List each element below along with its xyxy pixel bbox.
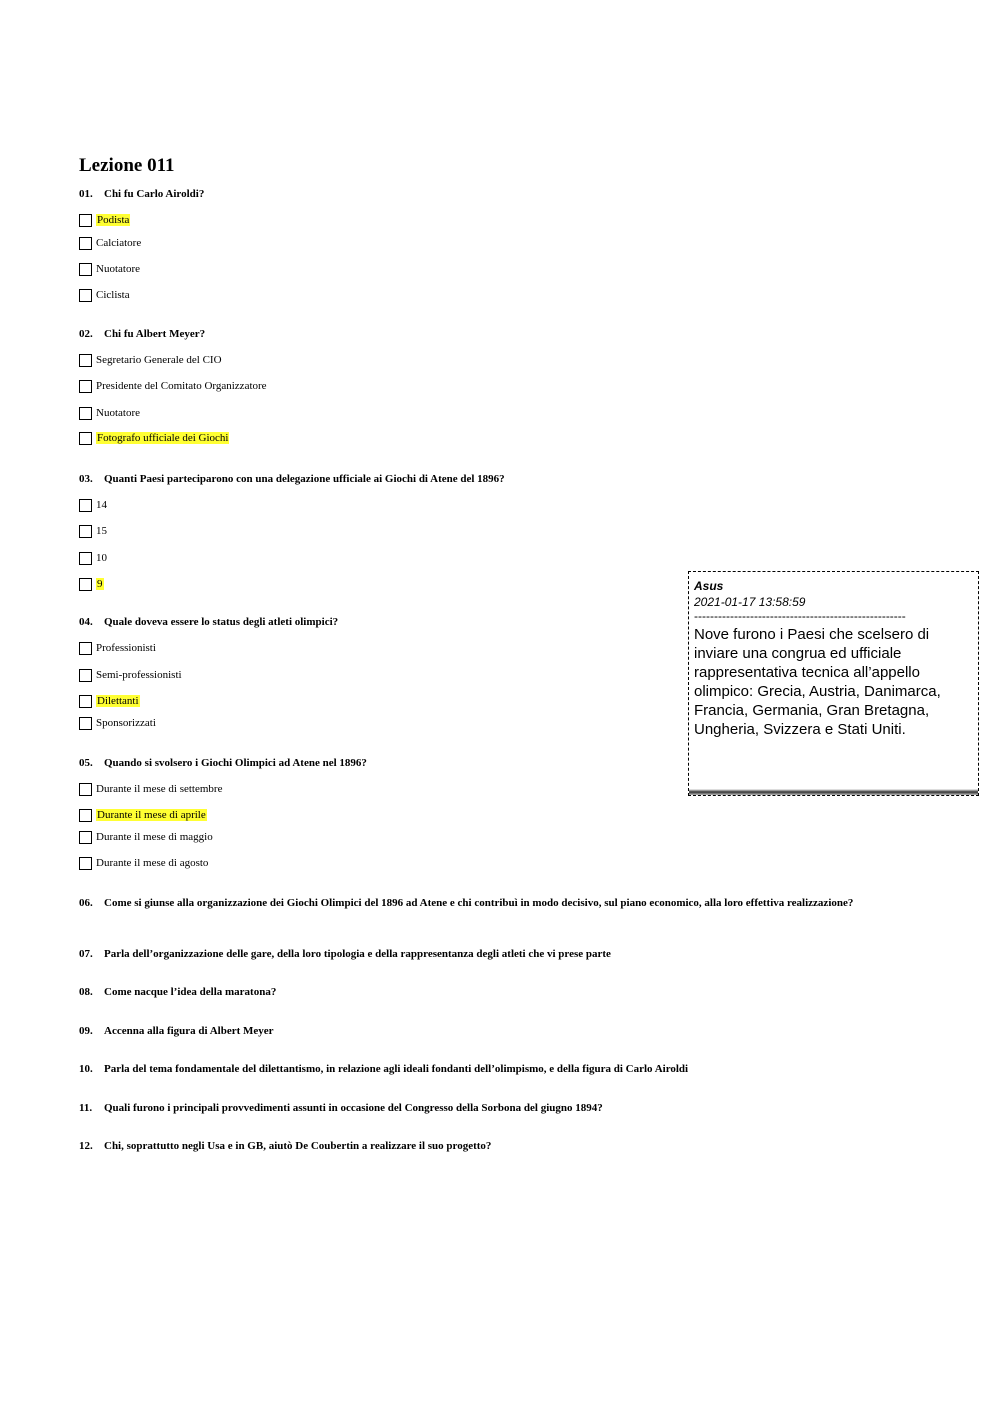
checkbox[interactable] <box>79 552 92 565</box>
question-text: Chi, soprattutto negli Usa e in GB, aiutò De Coubertin a realizzare il suo progetto? <box>104 1140 492 1152</box>
answer-option[interactable] <box>79 211 130 229</box>
checkbox[interactable] <box>79 809 92 822</box>
answer-text-highlighted: 9 <box>97 578 103 590</box>
question-text: Come nacque l’idea della maratona? <box>104 986 277 998</box>
checkbox[interactable] <box>79 831 92 844</box>
comment-author: Asus <box>694 579 724 593</box>
answer-text: Professionisti <box>96 642 156 654</box>
checkbox[interactable] <box>79 717 92 730</box>
question-03 <box>79 473 869 486</box>
checkbox[interactable] <box>79 263 92 276</box>
checkbox[interactable] <box>79 432 92 445</box>
question-text: Chi fu Albert Meyer? <box>104 328 206 340</box>
question-text: Come si giunse alla organizzazione dei Giochi Olimpici del 1896 ad Atene e chi contribuì in modo decisivo, sul piano economico, alla loro effettiva realizzazione? <box>104 897 854 909</box>
comment-bottom-shadow <box>689 789 978 795</box>
answer-option[interactable] <box>79 377 267 395</box>
page-title: Lezione 011 <box>79 155 175 176</box>
checkbox[interactable] <box>79 642 92 655</box>
question-number: 06. <box>79 897 93 909</box>
comment-body: Nove furono i Paesi che scelsero di inviare una congrua ed ufficiale rappresentativa tecnica all’appello olimpico: Grecia, Austria, Danimarca, Francia, Germania, Gran Bretagna, Ungheria, Svizzera e Stati Uniti. <box>694 626 941 738</box>
annotation-comment[interactable] <box>688 571 979 796</box>
checkbox[interactable] <box>79 289 92 302</box>
answer-text: 15 <box>96 525 107 537</box>
answer-text: Nuotatore <box>96 407 140 419</box>
question-number: 11. <box>79 1102 93 1114</box>
answer-option[interactable] <box>79 496 107 514</box>
question-number: 10. <box>79 1063 93 1075</box>
answer-text: Segretario Generale del CIO <box>96 354 222 366</box>
checkbox[interactable] <box>79 525 92 538</box>
answer-option[interactable] <box>79 854 208 872</box>
question-10 <box>79 1063 869 1076</box>
question-number: 01. <box>79 188 93 200</box>
checkbox[interactable] <box>79 214 92 227</box>
checkbox[interactable] <box>79 669 92 682</box>
question-text: Parla del tema fondamentale del dilettantismo, in relazione agli ideali fondanti dell’olimpismo, e della figura di Carlo Airoldi <box>104 1063 689 1075</box>
answer-text: Durante il mese di maggio <box>96 831 213 843</box>
answer-option[interactable] <box>79 806 207 824</box>
answer-text: Durante il mese di settembre <box>96 783 223 795</box>
answer-option[interactable] <box>79 351 222 369</box>
checkbox[interactable] <box>79 499 92 512</box>
checkbox[interactable] <box>79 407 92 420</box>
answer-text: Calciatore <box>96 237 142 249</box>
answer-text: Ciclista <box>96 289 130 301</box>
question-text: Quali furono i principali provvedimenti assunti in occasione del Congresso della Sorbona del giugno 1894? <box>104 1102 603 1114</box>
answer-text-highlighted: Dilettanti <box>97 695 139 707</box>
checkbox[interactable] <box>79 578 92 591</box>
question-02 <box>79 328 869 341</box>
checkbox[interactable] <box>79 695 92 708</box>
answer-option[interactable] <box>79 522 107 540</box>
question-09 <box>79 1025 869 1038</box>
question-number: 03. <box>79 473 93 485</box>
question-number: 07. <box>79 948 93 960</box>
comment-date: 2021-01-17 13:58:59 <box>694 595 806 609</box>
question-text: Quando si svolsero i Giochi Olimpici ad Atene nel 1896? <box>104 757 367 769</box>
answer-option[interactable] <box>79 429 229 447</box>
answer-text: 14 <box>96 499 107 511</box>
question-12 <box>79 1140 869 1153</box>
answer-text-highlighted: Podista <box>97 214 130 226</box>
answer-option[interactable] <box>79 666 182 684</box>
question-07 <box>79 948 869 961</box>
question-text: Chi fu Carlo Airoldi? <box>104 188 205 200</box>
checkbox[interactable] <box>79 857 92 870</box>
answer-text: Nuotatore <box>96 263 140 275</box>
answer-text-highlighted: Durante il mese di aprile <box>97 809 206 821</box>
question-text: Quanti Paesi parteciparono con una delegazione ufficiale ai Giochi di Atene del 1896? <box>104 473 505 485</box>
answer-option[interactable] <box>79 714 156 732</box>
answer-option[interactable] <box>79 286 130 304</box>
answer-option[interactable] <box>79 404 140 422</box>
question-08 <box>79 986 869 999</box>
answer-text: Durante il mese di agosto <box>96 857 209 869</box>
answer-text: 10 <box>96 552 107 564</box>
question-01 <box>79 188 869 201</box>
answer-text: Presidente del Comitato Organizzatore <box>96 380 267 392</box>
answer-text: Semi-professionisti <box>96 669 182 681</box>
answer-option[interactable] <box>79 639 156 657</box>
answer-option[interactable] <box>79 828 213 846</box>
comment-separator: ----------------------------------------------------- <box>694 610 906 623</box>
question-number: 12. <box>79 1140 93 1152</box>
question-number: 09. <box>79 1025 93 1037</box>
question-06 <box>79 897 869 910</box>
checkbox[interactable] <box>79 783 92 796</box>
checkbox[interactable] <box>79 354 92 367</box>
answer-option[interactable] <box>79 575 104 593</box>
answer-text: Sponsorizzati <box>96 717 156 729</box>
question-text: Quale doveva essere lo status degli atleti olimpici? <box>104 616 339 628</box>
answer-option[interactable] <box>79 260 140 278</box>
question-number: 04. <box>79 616 93 628</box>
answer-option[interactable] <box>79 234 141 252</box>
answer-option[interactable] <box>79 692 140 710</box>
checkbox[interactable] <box>79 237 92 250</box>
question-text: Accenna alla figura di Albert Meyer <box>104 1025 274 1037</box>
answer-option[interactable] <box>79 780 222 798</box>
question-number: 05. <box>79 757 93 769</box>
question-text: Parla dell’organizzazione delle gare, della loro tipologia e della rappresentanza degli atleti che vi prese parte <box>104 948 611 960</box>
question-number: 02. <box>79 328 93 340</box>
answer-option[interactable] <box>79 549 107 567</box>
answer-text-highlighted: Fotografo ufficiale dei Giochi <box>97 432 229 444</box>
question-11 <box>79 1102 869 1115</box>
checkbox[interactable] <box>79 380 92 393</box>
question-number: 08. <box>79 986 93 998</box>
